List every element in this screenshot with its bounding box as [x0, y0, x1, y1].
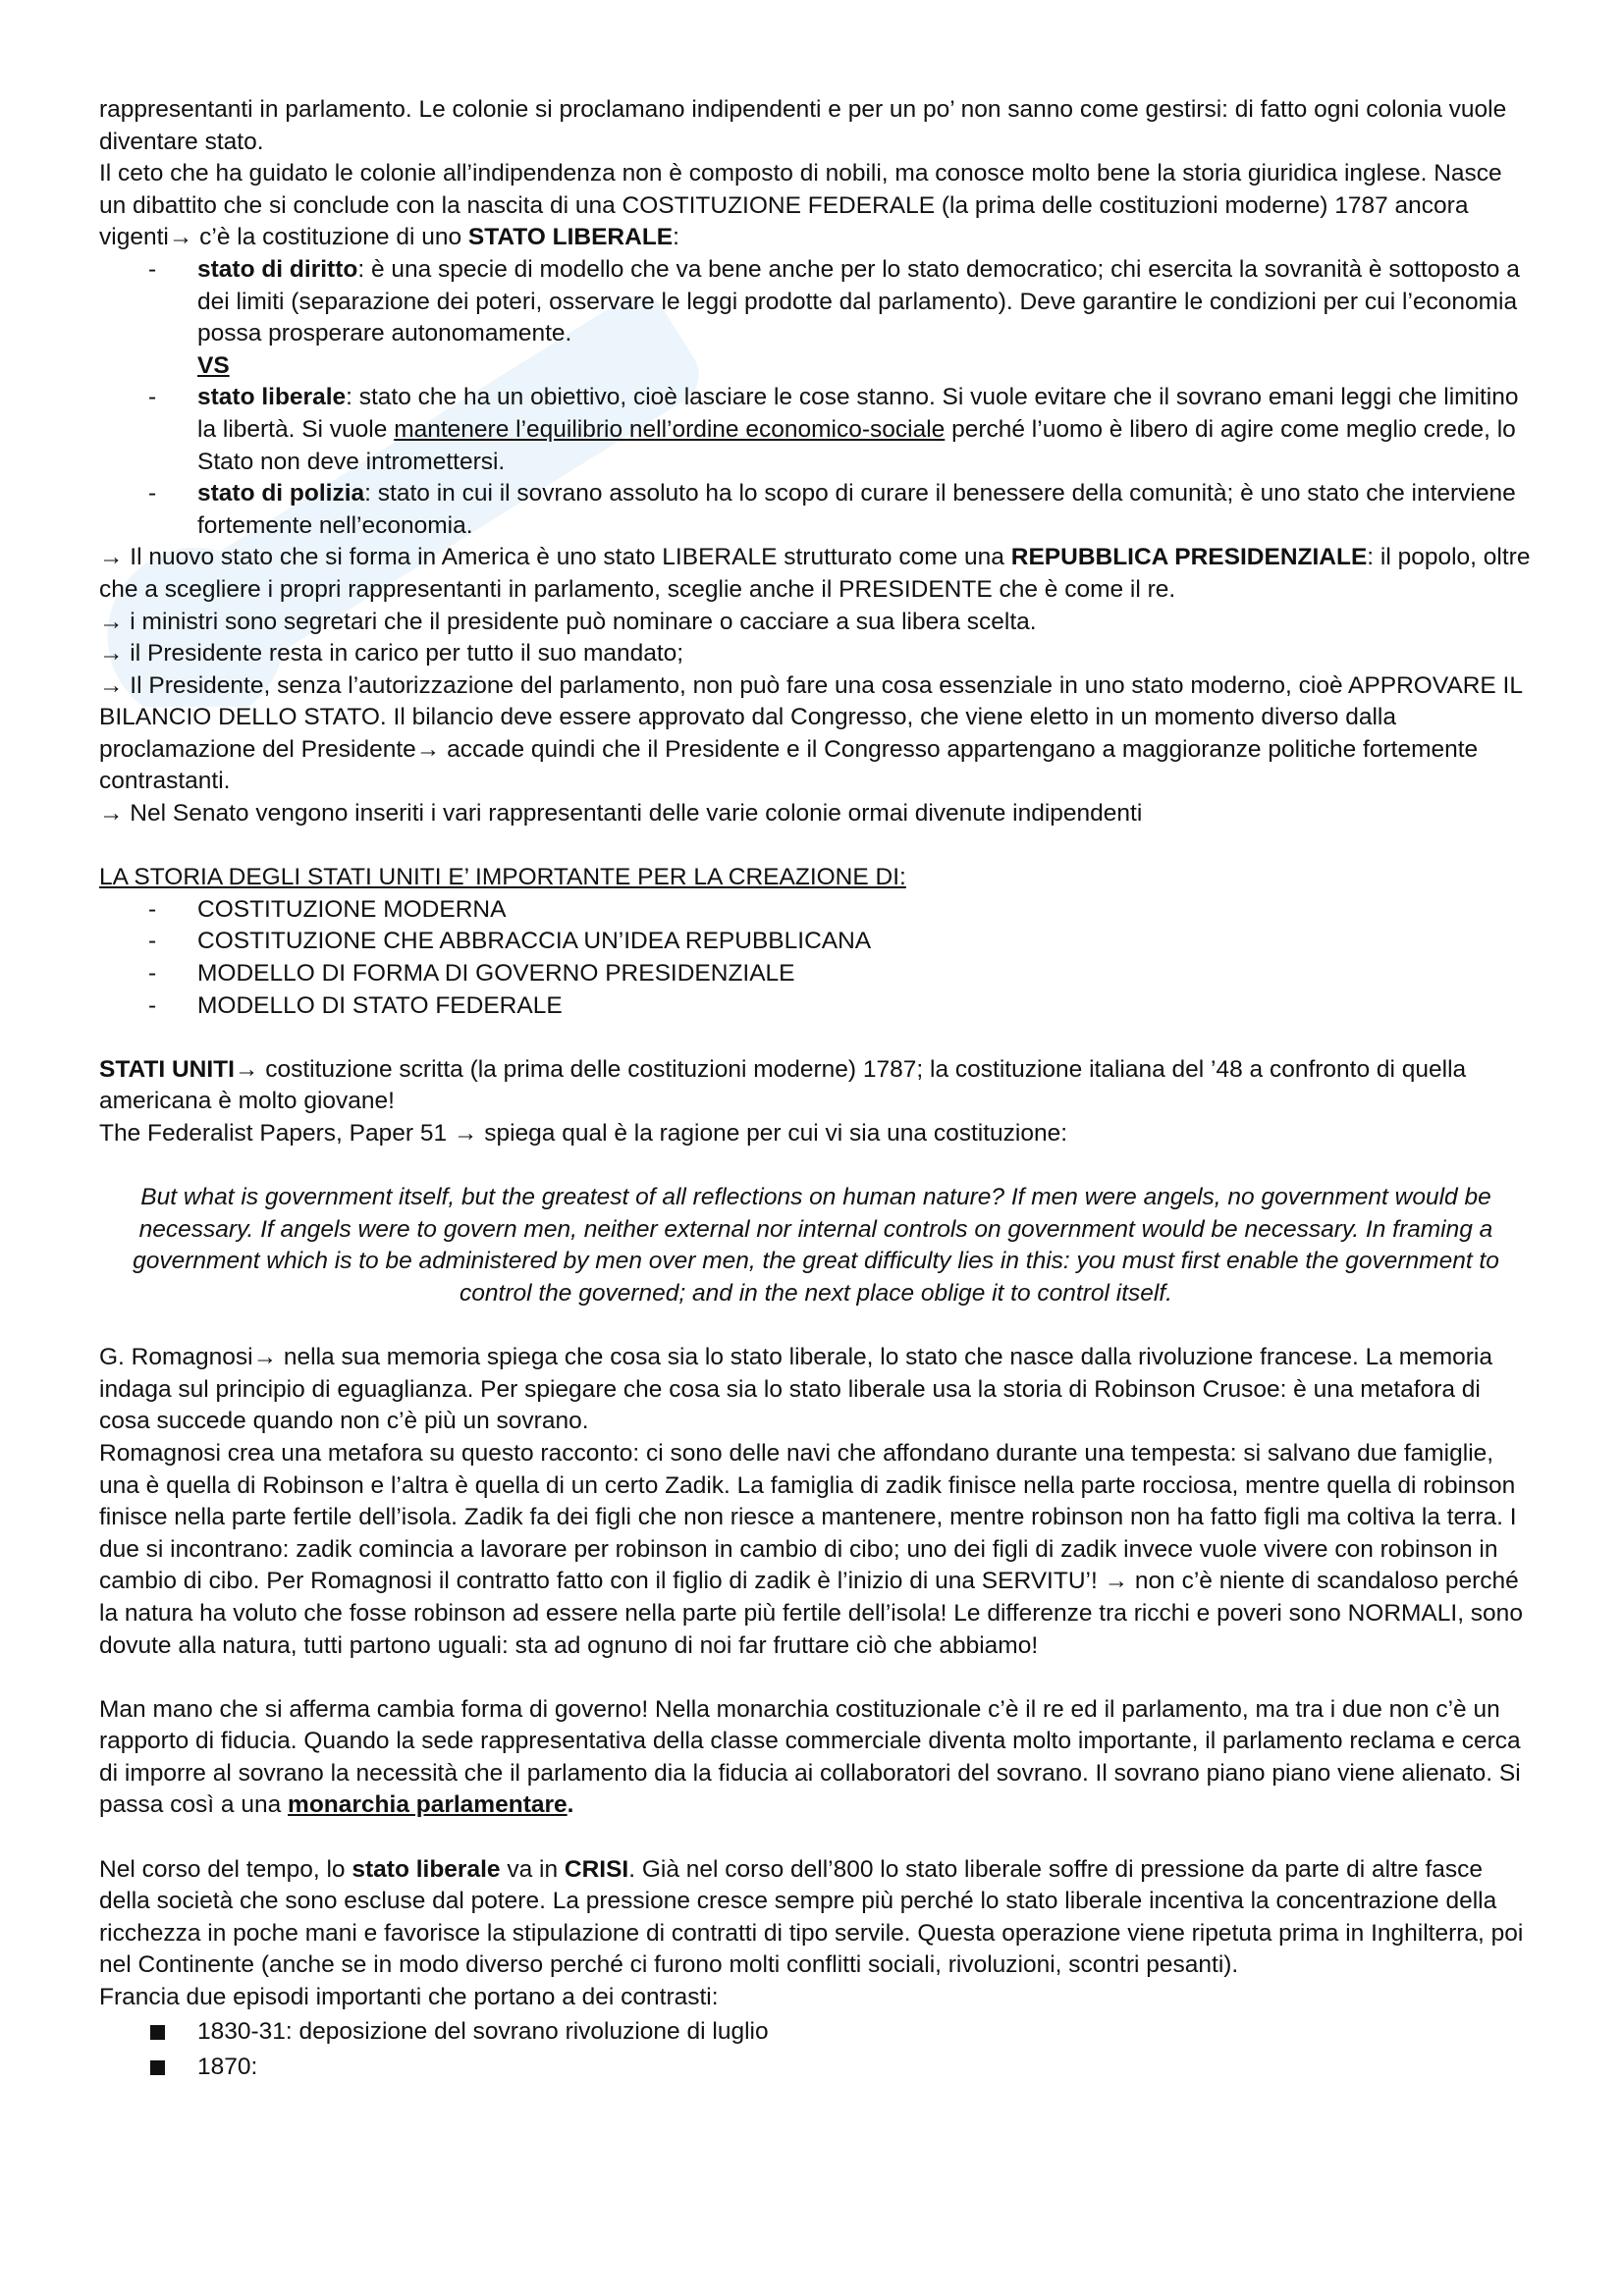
- paragraph-romagnosi: G. Romagnosi→ nella sua memoria spiega che cosa sia lo stato liberale, lo stato che nasce dalla rivoluzione francese. La memoria indaga sul principio di eguaglianza. Per spiegare che cosa sia lo stato liberale usa la storia di Robinson Crusoe: è una metafora di cosa succede quando non c’è più un sovrano.: [99, 1344, 1493, 1435]
- list-item: - COSTITUZIONE MODERNA: [99, 894, 1533, 927]
- paragraph-stati-uniti: STATI UNITI→ costituzione scritta (la prima delle costituzioni moderne) 1787; la costituzione italiana del ’48 a confronto di quella americana è molto giovane!: [99, 1055, 1467, 1115]
- event-item: 1870:: [99, 2052, 1533, 2084]
- section-heading: LA STORIA DEGLI STATI UNITI E’ IMPORTANTE PER LA CREAZIONE DI:: [99, 864, 906, 891]
- bullet-stato-di-diritto: - stato di diritto: è una specie di modello che va bene anche per lo stato democratico; chi esercita la sovranità è sottoposto a dei limiti (separazione dei poteri, osservare le leggi prodotte dal parlamento). Deve garantire le condizioni per cui l’economia possa prosperare autonomamente. VS: [99, 254, 1533, 382]
- federalist-quote: But what is government itself, but the greatest of all reflections on human nature? If men were angels, no government would be necessary. If angels were to govern men, neither external nor internal controls on government would be necessary. In framing a government which is to be administered by men over men, the great difficulty lies in this: you must first enable the government to control the governed; and in the next place oblige it to control itself.: [133, 1184, 1499, 1307]
- vs-label: VS: [197, 351, 230, 379]
- paragraph-repubblica: → Il nuovo stato che si forma in America è uno stato LIBERALE strutturato come una REPUBBLICA PRESIDENZIALE: il popolo, oltre che a scegliere i propri rappresentanti in parlamento, sceglie anche il PRESIDENTE che è come il re.: [99, 544, 1531, 603]
- paragraph-ministri: → i ministri sono segretari che il presidente può nominare o cacciare a sua libera scelta.: [99, 608, 1037, 635]
- paragraph-monarchia: Man mano che si afferma cambia forma di governo! Nella monarchia costituzionale c’è il re ed il parlamento, ma tra i due non c’è un rapporto di fiducia. Quando la sede rappresentativa della classe commerciale diventa molto importante, il parlamento reclama e cerca di imporre al sovrano la necessità che il parlamento dia la fiducia ai collaboratori del sovrano. Il sovrano piano piano viene alienato. Si passa così a una monarchia parlamentare.: [99, 1695, 1521, 1819]
- paragraph-federalist: The Federalist Papers, Paper 51 → spiega qual è la ragione per cui vi sia una costituzione:: [99, 1120, 1068, 1147]
- paragraph-bilancio: → Il Presidente, senza l’autorizzazione del parlamento, non può fare una cosa essenziale in uno stato moderno, cioè APPROVARE IL BILANCIO DELLO STATO. Il bilancio deve essere approvato dal Congresso, che viene eletto in un momento diverso dalla proclamazione del Presidente→ accade quindi che il Presidente e il Congresso appartengano a maggioranze politiche fortemente contrastanti.: [99, 671, 1523, 795]
- paragraph-crisi: Nel corso del tempo, lo stato liberale va in CRISI. Già nel corso dell’800 lo stato liberale soffre di pressione da parte di altre fasce della società che sono escluse dal potere. La pressione cresce sempre più perché lo stato liberale incentiva la concentrazione della ricchezza in poche mani e favorisce la stipulazione di contratti di tipo servile. Questa operazione viene ripetuta prima in Inghilterra, poi nel Continente (anche se in modo diverso perché ci furono molti conflitti sociali, rivoluzioni, scontri pesanti).: [99, 1855, 1524, 1979]
- bullet-stato-di-polizia: - stato di polizia: stato in cui il sovrano assoluto ha lo scopo di curare il benessere della comunità; è uno stato che interviene fortemente nell’economia.: [99, 478, 1533, 542]
- paragraph-robinson: Romagnosi crea una metafora su questo racconto: ci sono delle navi che affondano durante una tempesta: si salvano due famiglie, una è quella di Robinson e l’altra è quella di un certo Zadik. La famiglia di zadik finisce nella parte rocciosa, mentre quella di robinson finisce nella parte fertile dell’isola. Zadik fa dei figli che non riesce a mantenere, mentre robinson non ha fatto figli ma coltiva la terra. I due si incontrano: zadik comincia a lavorare per robinson in cambio di cibo; uno dei figli di zadik invece vuole vivere con robinson in cambio di cibo. Per Romagnosi il contratto fatto con il figlio di zadik è l’inizio di una SERVITU’! → non c’è niente di scandaloso perché la natura ha voluto che fosse robinson ad essere nella parte più fertile dell’isola! Le differenze tra ricchi e poveri sono NORMALI, sono dovute alla natura, tutti partono uguali: sta ad ognuno di noi far fruttare ciò che abbiamo!: [99, 1439, 1523, 1659]
- paragraph-colonies: rappresentanti in parlamento. Le colonie si proclamano indipendenti e per un po’ non sanno come gestirsi: di fatto ogni colonia vuole diventare stato.: [99, 96, 1507, 155]
- paragraph-mandato: → il Presidente resta in carico per tutto il suo mandato;: [99, 640, 684, 667]
- paragraph-senato: → Nel Senato vengono inseriti i vari rappresentanti delle varie colonie ormai divenute indipendenti: [99, 800, 1143, 828]
- document-page: [99, 94, 1533, 2088]
- list-item: - MODELLO DI STATO FEDERALE: [99, 990, 1533, 1023]
- paragraph-ceto: Il ceto che ha guidato le colonie all’indipendenza non è composto di nobili, ma conosce molto bene la storia giuridica inglese. Nasce un dibattito che si conclude con la nascita di una COSTITUZIONE FEDERALE (la prima delle costituzioni moderne) 1787 ancora vigenti→ c’è la costituzione di uno STATO LIBERALE:: [99, 160, 1502, 251]
- list-item: - MODELLO DI FORMA DI GOVERNO PRESIDENZIALE: [99, 958, 1533, 990]
- paragraph-francia: Francia due episodi importanti che portano a dei contrasti:: [99, 1984, 719, 2011]
- bullet-stato-liberale: - stato liberale: stato che ha un obiettivo, cioè lasciare le cose stanno. Si vuole evitare che il sovrano emani leggi che limitino la libertà. Si vuole mantenere l’equilibrio nell’ordine economico-sociale perché l’uomo è libero di agire come meglio crede, lo Stato non deve intromettersi.: [99, 382, 1533, 478]
- list-item: - COSTITUZIONE CHE ABBRACCIA UN’IDEA REPUBBLICANA: [99, 926, 1533, 958]
- event-item: 1830-31: deposizione del sovrano rivoluzione di luglio: [99, 2016, 1533, 2049]
